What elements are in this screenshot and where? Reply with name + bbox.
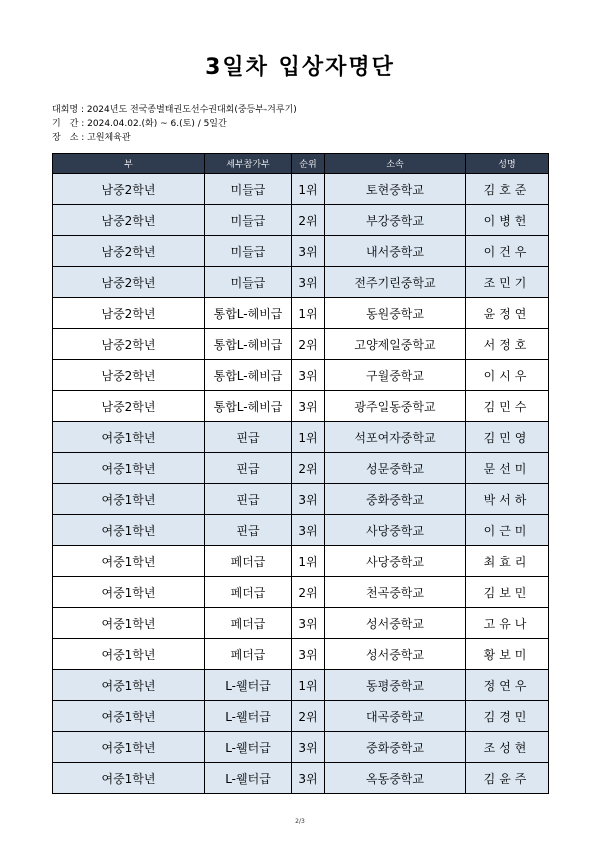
cell-name: 김경민 [466, 701, 549, 732]
cell-school: 성문중학교 [325, 453, 466, 484]
table-row [53, 484, 549, 515]
cell-weight-class: 핀급 [205, 484, 292, 515]
event-period-sep: : [78, 119, 88, 129]
cell-rank: 2위 [292, 577, 325, 608]
event-venue-sep: : [78, 133, 88, 143]
cell-rank: 3위 [292, 763, 325, 794]
cell-division: 남중2학년 [53, 329, 205, 360]
cell-school: 석포여자중학교 [325, 422, 466, 453]
cell-name: 김민수 [466, 391, 549, 422]
cell-weight-class: 핀급 [205, 515, 292, 546]
page-title: 3일차 입상자명단 [205, 55, 395, 80]
cell-school: 동원중학교 [325, 298, 466, 329]
cell-school: 동평중학교 [325, 670, 466, 701]
cell-school: 토현중학교 [325, 174, 466, 205]
col-header-school: 소속 [325, 154, 466, 174]
cell-division: 여중1학년 [53, 484, 205, 515]
col-header-weight-class: 세부참가부 [205, 154, 292, 174]
table-row [53, 670, 549, 701]
table-row [53, 360, 549, 391]
cell-division: 남중2학년 [53, 360, 205, 391]
cell-division: 여중1학년 [53, 453, 205, 484]
cell-weight-class: 핀급 [205, 422, 292, 453]
cell-weight-class: 핀급 [205, 453, 292, 484]
cell-name: 정연우 [466, 670, 549, 701]
cell-division: 남중2학년 [53, 174, 205, 205]
cell-name: 서정호 [466, 329, 549, 360]
cell-weight-class: 통합L-헤비급 [205, 298, 292, 329]
cell-rank: 3위 [292, 732, 325, 763]
winners-table [52, 153, 549, 794]
cell-rank: 3위 [292, 267, 325, 298]
cell-weight-class: 페더급 [205, 639, 292, 670]
page-number: 2/3 [295, 818, 305, 825]
table-row [53, 453, 549, 484]
cell-rank: 3위 [292, 236, 325, 267]
table-row [53, 763, 549, 794]
event-name-value: 2024년도 전국종별태권도선수권대회(중등부-겨루기) [86, 105, 297, 115]
cell-weight-class: 통합L-헤비급 [205, 391, 292, 422]
col-header-division: 부 [53, 154, 205, 174]
cell-division: 여중1학년 [53, 701, 205, 732]
cell-weight-class: 통합L-헤비급 [205, 329, 292, 360]
cell-rank: 3위 [292, 515, 325, 546]
cell-division: 여중1학년 [53, 732, 205, 763]
table-header-row [53, 154, 549, 174]
cell-division: 여중1학년 [53, 608, 205, 639]
cell-school: 옥동중학교 [325, 763, 466, 794]
event-venue-value: 고원체육관 [87, 133, 131, 143]
cell-school: 구월중학교 [325, 360, 466, 391]
event-period-value: 2024.04.02.(화) ~ 6.(토) / 5일간 [87, 119, 227, 129]
cell-rank: 1위 [292, 546, 325, 577]
cell-rank: 1위 [292, 298, 325, 329]
cell-rank: 3위 [292, 391, 325, 422]
cell-weight-class: 통합L-헤비급 [205, 360, 292, 391]
table-row [53, 639, 549, 670]
table-row [53, 732, 549, 763]
cell-rank: 3위 [292, 608, 325, 639]
table-row [53, 422, 549, 453]
event-period-label: 기 간 [52, 119, 79, 129]
cell-name: 김민영 [466, 422, 549, 453]
cell-name: 김윤주 [466, 763, 549, 794]
cell-division: 남중2학년 [53, 205, 205, 236]
cell-name: 조성현 [466, 732, 549, 763]
cell-school: 중화중학교 [325, 484, 466, 515]
table-row [53, 267, 549, 298]
cell-weight-class: 페더급 [205, 608, 292, 639]
cell-rank: 2위 [292, 329, 325, 360]
cell-name: 조민기 [466, 267, 549, 298]
event-name-sep: : [78, 105, 87, 115]
cell-rank: 3위 [292, 484, 325, 515]
cell-weight-class: 미들급 [205, 174, 292, 205]
cell-name: 이근미 [466, 515, 549, 546]
cell-school: 사당중학교 [325, 515, 466, 546]
cell-weight-class: 페더급 [205, 577, 292, 608]
event-name-label: 대회명 [52, 105, 79, 115]
cell-division: 여중1학년 [53, 422, 205, 453]
cell-rank: 1위 [292, 422, 325, 453]
cell-division: 여중1학년 [53, 763, 205, 794]
cell-division: 남중2학년 [53, 236, 205, 267]
cell-name: 김호준 [466, 174, 549, 205]
cell-school: 성서중학교 [325, 639, 466, 670]
table-row [53, 577, 549, 608]
event-period-line [52, 118, 227, 130]
cell-weight-class: L-웰터급 [205, 701, 292, 732]
cell-rank: 3위 [292, 639, 325, 670]
cell-rank: 3위 [292, 360, 325, 391]
cell-division: 여중1학년 [53, 515, 205, 546]
cell-division: 남중2학년 [53, 267, 205, 298]
cell-division: 여중1학년 [53, 670, 205, 701]
cell-school: 광주일동중학교 [325, 391, 466, 422]
cell-division: 남중2학년 [53, 298, 205, 329]
cell-school: 천곡중학교 [325, 577, 466, 608]
event-venue-label: 장 소 [52, 133, 79, 143]
cell-name: 이건우 [466, 236, 549, 267]
cell-name: 이병헌 [466, 205, 549, 236]
cell-school: 고양제일중학교 [325, 329, 466, 360]
cell-school: 전주기린중학교 [325, 267, 466, 298]
table-row [53, 174, 549, 205]
cell-division: 여중1학년 [53, 546, 205, 577]
cell-name: 김보민 [466, 577, 549, 608]
cell-name: 박서하 [466, 484, 549, 515]
cell-name: 최효리 [466, 546, 549, 577]
cell-school: 성서중학교 [325, 608, 466, 639]
cell-weight-class: 미들급 [205, 267, 292, 298]
cell-division: 여중1학년 [53, 577, 205, 608]
table-row [53, 701, 549, 732]
table-row [53, 608, 549, 639]
table-row [53, 391, 549, 422]
col-header-rank: 순위 [292, 154, 325, 174]
table-row [53, 329, 549, 360]
table-row [53, 205, 549, 236]
cell-rank: 2위 [292, 205, 325, 236]
table-row [53, 515, 549, 546]
cell-division: 남중2학년 [53, 391, 205, 422]
cell-name: 고유나 [466, 608, 549, 639]
cell-division: 여중1학년 [53, 639, 205, 670]
cell-school: 부강중학교 [325, 205, 466, 236]
cell-weight-class: L-웰터급 [205, 732, 292, 763]
cell-name: 황보미 [466, 639, 549, 670]
cell-weight-class: 미들급 [205, 236, 292, 267]
cell-weight-class: 페더급 [205, 546, 292, 577]
table-row [53, 298, 549, 329]
cell-weight-class: L-웰터급 [205, 763, 292, 794]
cell-weight-class: L-웰터급 [205, 670, 292, 701]
cell-school: 내서중학교 [325, 236, 466, 267]
cell-school: 사당중학교 [325, 546, 466, 577]
cell-weight-class: 미들급 [205, 205, 292, 236]
event-venue-line [52, 132, 131, 144]
cell-name: 이시우 [466, 360, 549, 391]
event-name-line [52, 104, 297, 116]
cell-name: 윤정연 [466, 298, 549, 329]
cell-school: 중화중학교 [325, 732, 466, 763]
cell-name: 문선미 [466, 453, 549, 484]
table-row [53, 236, 549, 267]
col-header-name: 성명 [466, 154, 549, 174]
cell-rank: 1위 [292, 174, 325, 205]
cell-rank: 1위 [292, 670, 325, 701]
cell-rank: 2위 [292, 701, 325, 732]
cell-rank: 2위 [292, 453, 325, 484]
table-row [53, 546, 549, 577]
cell-school: 대곡중학교 [325, 701, 466, 732]
